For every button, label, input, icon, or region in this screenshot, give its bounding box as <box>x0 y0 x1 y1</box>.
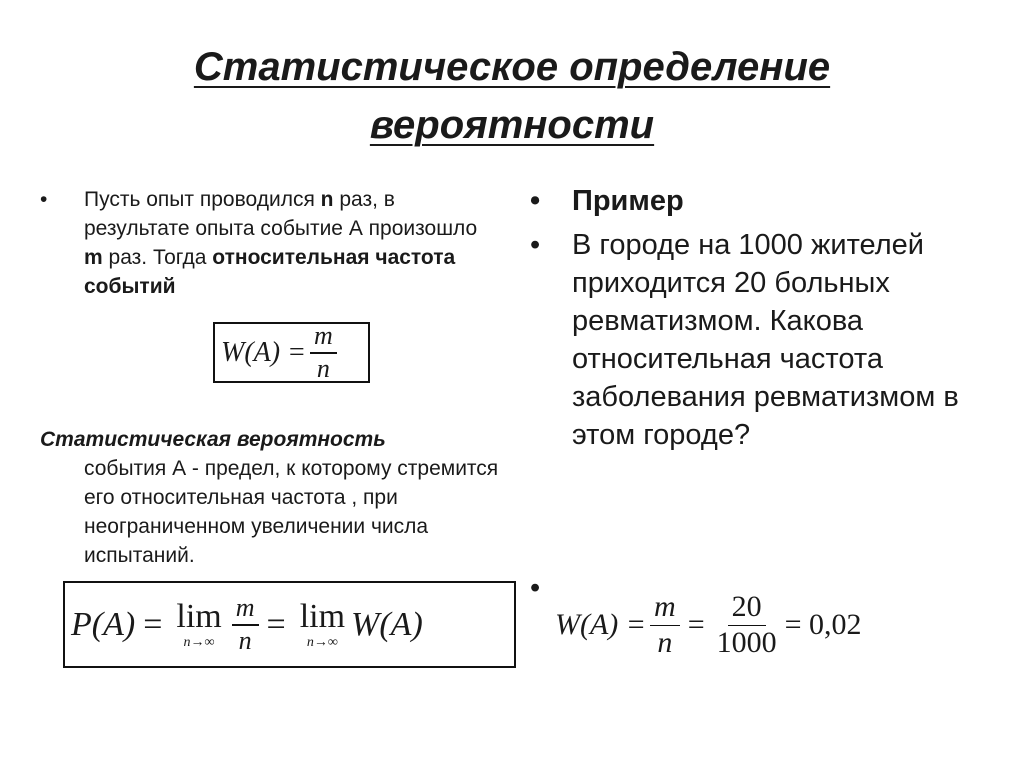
example-question: • В городе на 1000 жителей приходится 20 больных ревматизмом. Какова относительная частота заболевания ревматизмом в этом городе? <box>530 229 959 451</box>
relative-frequency-term: относительная частота событий <box>84 246 456 298</box>
slide-title <box>60 38 964 154</box>
limit-2: lim n→∞ <box>299 597 346 650</box>
fraction: $\frac{m}{n}$ <box>650 592 680 658</box>
limit-1: lim n→∞ <box>176 597 222 650</box>
limit-formula: P(A) = lim n→∞ $\frac{m}{n}$ = lim n→∞ W(A) <box>63 581 516 668</box>
title-line-2: вероятности <box>369 103 655 147</box>
example-column <box>530 182 990 454</box>
empty-bullet: • <box>530 572 541 604</box>
example-solution-formula: W(A) = $\frac{m}{n}$ = $\frac{20}{1000}$ = 0,02 <box>555 590 862 659</box>
fraction: $\frac{m}{n}$ <box>310 323 337 382</box>
definition-text: Пусть опыт проводился n раз, в результате опыта событие А произошло m раз. Тогда относительная частота событий <box>84 188 478 298</box>
fraction: $\frac{m}{n}$ <box>232 595 259 654</box>
fraction: $\frac{20}{1000}$ <box>716 590 777 659</box>
statistical-probability-definition <box>40 425 510 570</box>
example-heading: • Пример <box>530 185 684 217</box>
bullet-dot: • <box>40 188 48 211</box>
result: = 0,02 <box>784 608 862 641</box>
definition-bullet <box>40 185 500 301</box>
title-line-1: Статистическое определение <box>193 45 831 89</box>
statistical-probability-term: Статистическая вероятность <box>40 428 386 451</box>
relative-frequency-formula: W(A) = $\frac{m}{n}$ <box>213 322 370 383</box>
statistical-probability-text: события А - предел, к которому стремится его относительная частота , при неограниченном увеличении числа испытаний. <box>84 457 499 567</box>
